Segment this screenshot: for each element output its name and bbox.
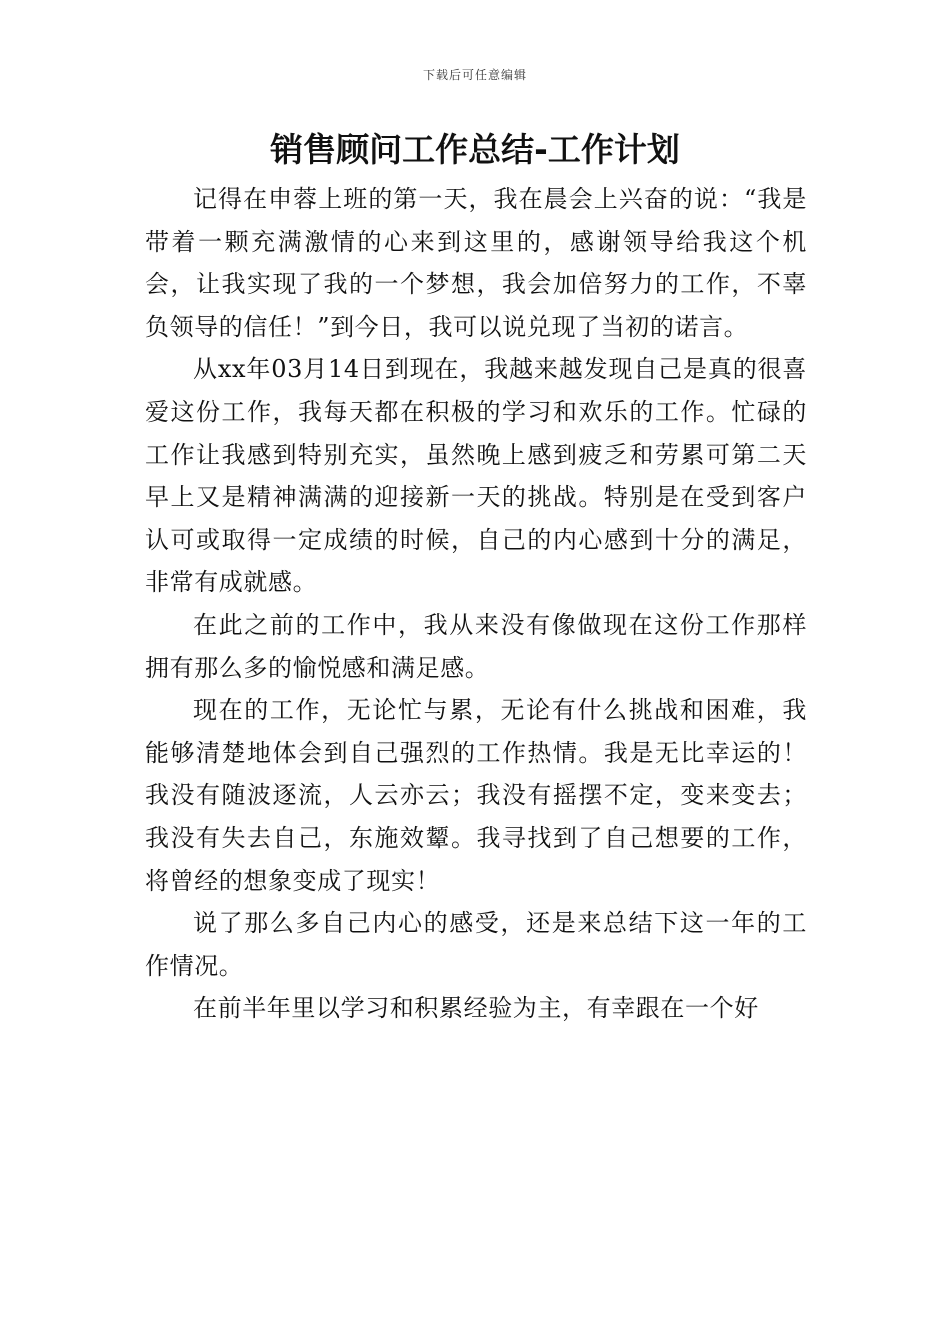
paragraph-4: 现在的工作，无论忙与累，无论有什么挑战和困难，我能够清楚地体会到自己强烈的工作热情。我是无比幸运的！我没有随波逐流，人云亦云；我没有摇摆不定，变来变去；我没有失去自己，东施效颦。我寻找到了自己想要的工作，将曾经的想象变成了现实！ [145, 696, 807, 895]
document-title: 销售顾问工作总结-工作计划 [270, 130, 680, 169]
paragraph-2: 从xx年03月14日到现在，我越来越发现自己是真的很喜爱这份工作，我每天都在积极的学习和欢乐的工作。忙碌的工作让我感到特别充实，虽然晚上感到疲乏和劳累可第二天早上又是精神满满的迎接新一天的挑战。特别是在受到客户认可或取得一定成绩的时候，自己的内心感到十分的满足，非常有成就感。 [145, 355, 807, 597]
header-note: 下载后可任意编辑 [422, 68, 527, 82]
paragraph-1: 记得在申蓉上班的第一天，我在晨会上兴奋的说：“我是带着一颗充满激情的心来到这里的，感谢领导给我这个机会，让我实现了我的一个梦想，我会加倍努力的工作，不辜负领导的信任！”到今日，我可以说兑现了当初的诺言。 [145, 185, 807, 341]
document-body [145, 178, 807, 1030]
paragraph-6: 在前半年里以学习和积累经验为主，有幸跟在一个好 [193, 994, 759, 1023]
paragraph-3: 在此之前的工作中，我从来没有像做现在这份工作那样拥有那么多的愉悦感和满足感。 [145, 610, 807, 682]
paragraph-5: 说了那么多自己内心的感受，还是来总结下这一年的工作情况。 [145, 909, 807, 980]
